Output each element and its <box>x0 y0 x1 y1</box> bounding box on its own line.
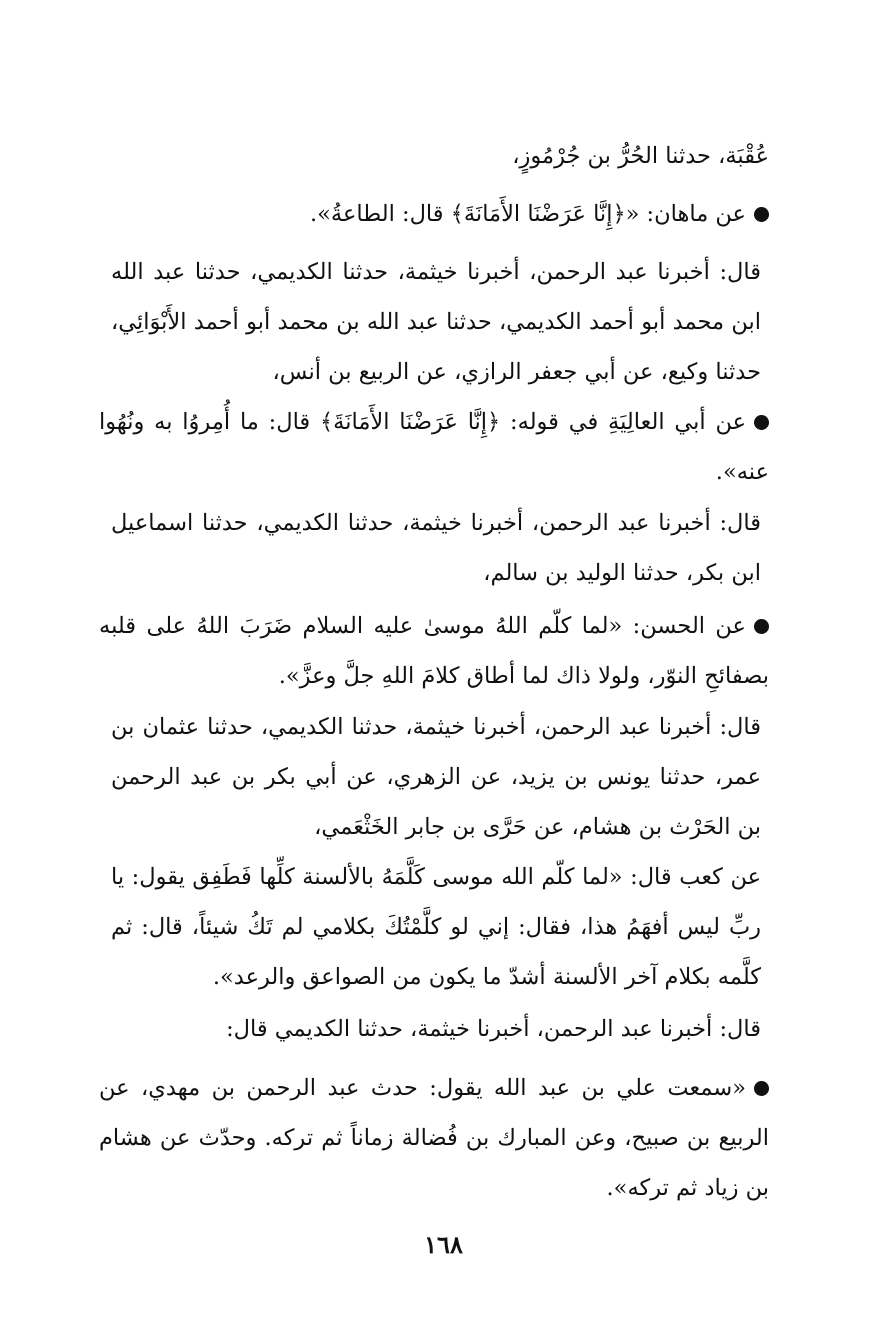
paragraph-8-text: عن كعب قال: «لما كلّم الله موسى كَلَّمَهُ بالألسنة كلِّها فَطَفِق يقول: يا ربِّ ليس أفهَمُ هذا، فقال: إني لو كلَّمْتُكَ بكلامي لم تَكُ شيئاً، قال: ثم كلَّمه بكلام آخر الألسنة أشدّ ما يكون من الصواعق والرعد». <box>111 864 761 990</box>
paragraph-4-text: عن أبي العالِيَةِ في قوله: ﴿إِنَّا عَرَضْنَا الأَمَانَةَ﴾ قال: ما أُمِروُا به ونُهُوا عنه». <box>99 409 769 485</box>
paragraph-3-text: قال: أخبرنا عبد الرحمن، أخبرنا خيثمة، حدثنا الكديمي، حدثنا عبد الله ابن محمد أبو أحمد الكديمي، حدثنا عبد الله بن محمد أبو أحمد الأَبْوَائِي، حدثنا وكيع، عن أبي جعفر الرازي، عن الربيع بن أنس، <box>111 259 761 385</box>
paragraph-8 <box>111 852 761 1002</box>
paragraph-1-text: عُقْبَة، حدثنا الحُرُّ بن جُرْمُوزٍ، <box>512 143 769 169</box>
bullet-icon <box>754 207 769 222</box>
bullet-icon <box>754 415 769 430</box>
bullet-icon <box>754 1081 769 1096</box>
paragraph-7 <box>111 702 761 852</box>
paragraph-5 <box>111 498 761 598</box>
paragraph-10-text: «سمعت علي بن عبد الله يقول: حدث عبد الرحمن بن مهدي، عن الربيع بن صبيح، وعن المبارك بن فُضالة زماناً ثم تركه. وحدّث عن هشام بن زياد ثم تركه». <box>99 1075 769 1201</box>
paragraph-3 <box>111 247 761 397</box>
paragraph-2-text: عن ماهان: «﴿إِنَّا عَرَضْنَا الأَمَانَةَ﴾ قال: الطاعةُ». <box>310 201 746 227</box>
paragraph-10 <box>99 1063 769 1213</box>
paragraph-7-text: قال: أخبرنا عبد الرحمن، أخبرنا خيثمة، حدثنا الكديمي، حدثنا عثمان بن عمر، حدثنا يونس بن يزيد، عن الزهري، عن أبي بكر بن عبد الرحمن بن الحَرْث بن هشام، عن حَرَّى بن جابر الخَثْعَمي، <box>111 714 761 840</box>
paragraph-5-text: قال: أخبرنا عبد الرحمن، أخبرنا خيثمة، حدثنا الكديمي، حدثنا اسماعيل ابن بكر، حدثنا الوليد بن سالم، <box>111 510 761 586</box>
paragraph-9-text: قال: أخبرنا عبد الرحمن، أخبرنا خيثمة، حدثنا الكديمي قال: <box>226 1016 761 1042</box>
paragraph-2 <box>99 189 769 239</box>
paragraph-6 <box>99 601 769 701</box>
bullet-icon <box>754 619 769 634</box>
paragraph-1 <box>99 131 769 181</box>
paragraph-6-text: عن الحسن: «لما كلّم اللهُ موسىٰ عليه السلام ضَرَبَ اللهُ على قلبه بصفائحِ النوّر، ولولا ذاك لما أطاق كلامَ اللهِ جلَّ وعزَّ». <box>99 613 769 689</box>
page-number: ١٦٨ <box>424 1230 463 1259</box>
paragraph-4 <box>99 397 769 497</box>
paragraph-9 <box>111 1004 761 1054</box>
